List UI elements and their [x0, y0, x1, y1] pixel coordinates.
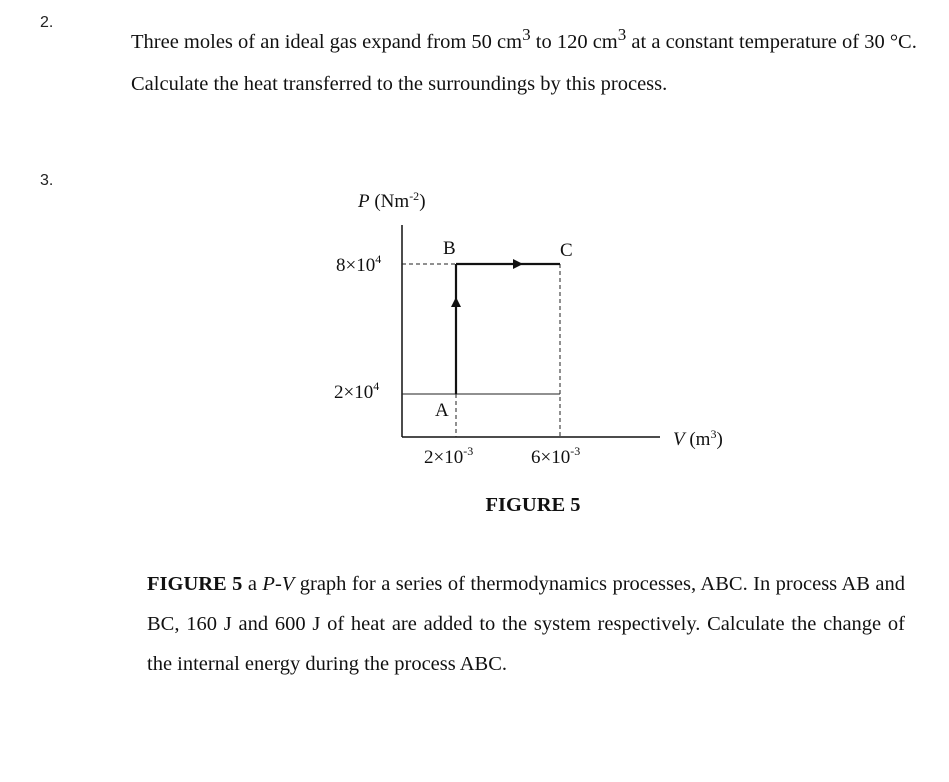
x-tick-label-6e-3 [531, 444, 580, 468]
x-axis-symbol: V [673, 429, 685, 450]
x-axis-unit-exponent: 3 [710, 427, 717, 441]
x-axis-unit-close: ) [716, 429, 723, 450]
y-tick-exponent: 4 [375, 252, 382, 266]
question-3-text [147, 564, 905, 684]
y-axis-label [357, 189, 426, 212]
x-tick-exponent: -3 [570, 444, 581, 458]
figure-caption: FIGURE 5 [485, 494, 581, 516]
x-axis-unit: (m [684, 429, 711, 450]
italic-symbol-v: V [281, 573, 295, 595]
x-tick-base: 6×10 [531, 447, 571, 468]
question-3-text-part: graph for a series of thermodynamics processes, ABC. In process AB and BC, 160 J and 600 J of heat are added to the system respectively. Calculate the change of the internal energy during the process ABC. [147, 573, 905, 675]
y-tick-exponent: 4 [373, 379, 380, 393]
question-3-number: 3. [40, 172, 54, 189]
superscript: 3 [522, 25, 531, 44]
y-axis-unit: (Nm [369, 191, 410, 212]
x-tick-exponent: -3 [463, 444, 474, 458]
question-2-text-part: Three moles of an ideal gas expand from 50 cm [131, 30, 523, 53]
y-tick-label-2e4 [334, 379, 379, 403]
question-2-text-part: at a constant temperature of 30 °C. Calculate the heat transferred to the surroundings by this process. [131, 30, 917, 95]
question-3-text-part: - [274, 573, 282, 595]
x-tick-base: 2×10 [424, 447, 464, 468]
question-3-text-part: a [242, 573, 263, 595]
x-axis-label [673, 427, 723, 450]
figure-reference: FIGURE 5 [147, 573, 243, 595]
point-label-b: B [443, 238, 456, 259]
point-label-a: A [435, 400, 449, 421]
x-tick-label-2e-3 [424, 444, 473, 468]
question-2-text-part: to 120 cm [530, 30, 618, 53]
y-axis-symbol: P [358, 191, 370, 212]
y-tick-base: 8×10 [336, 255, 376, 276]
y-axis-unit-exponent: -2 [409, 189, 420, 203]
point-label-c: C [560, 240, 573, 261]
y-axis-unit-close: ) [419, 191, 426, 212]
y-tick-label-8e4 [336, 252, 381, 276]
superscript: 3 [617, 25, 627, 44]
question-2-number: 2. [40, 14, 54, 31]
italic-symbol-p: P [262, 573, 275, 595]
y-tick-base: 2×10 [334, 382, 374, 403]
